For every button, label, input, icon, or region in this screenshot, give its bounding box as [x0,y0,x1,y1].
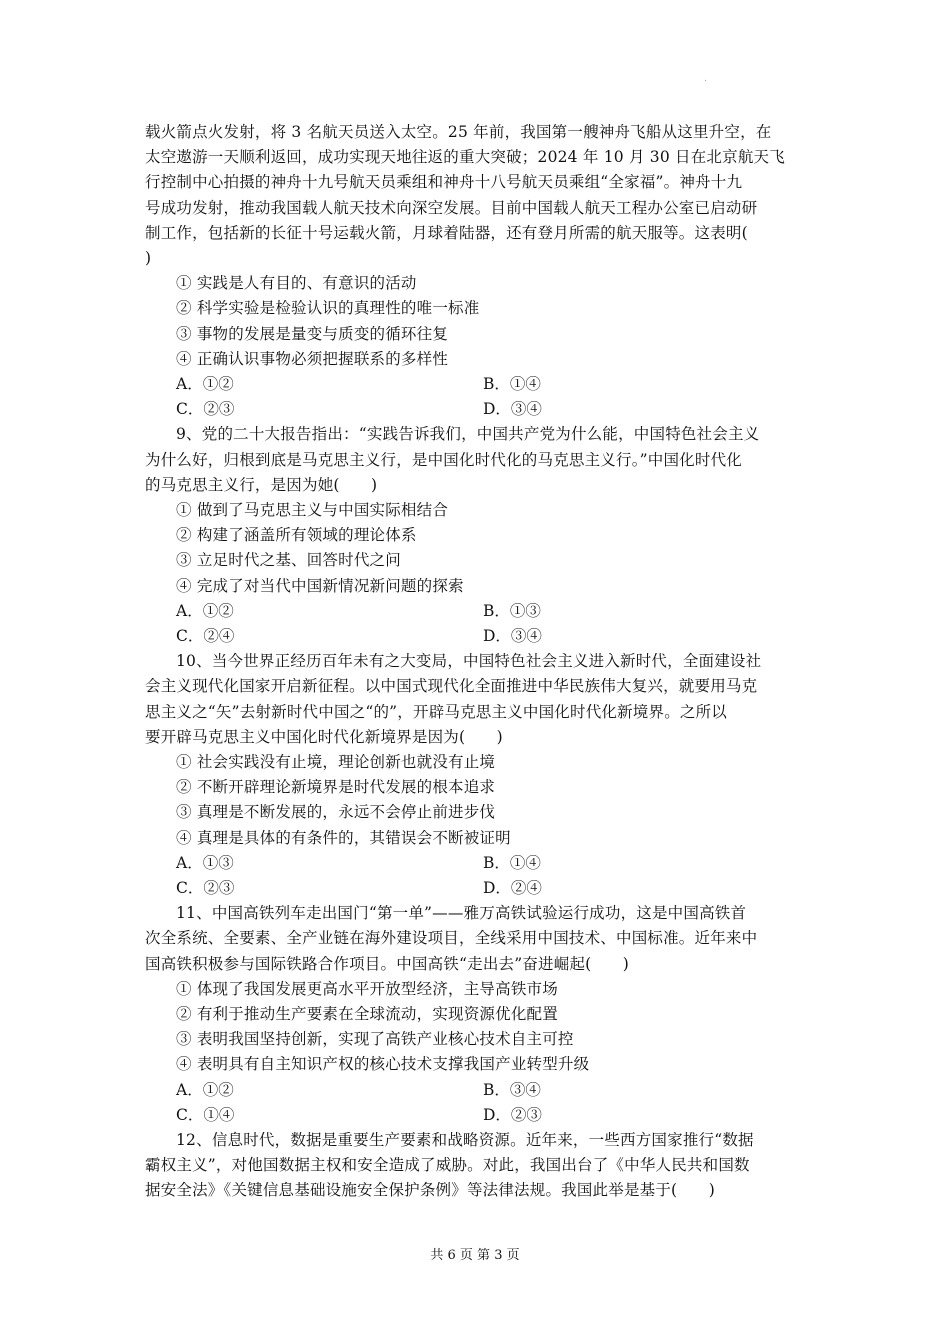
answer-choices-row [145,624,810,649]
choice-b: B．①③ [483,601,541,620]
choice-b: B．③④ [483,1080,541,1099]
answer-choices-row [145,372,810,397]
stem-line: 号成功发射，推动我国载人航天技术向深空发展。目前中国载人航天工程办公室已启动研 [145,198,758,217]
answer-choices-row [145,1078,810,1103]
stem-line: 太空遨游一天顺利返回，成功实现天地往返的重大突破；2024 年 10 月 30 日在北京航天飞 [145,148,785,167]
statement-option: ④ 真理是具体的有条件的，其错误会不断被证明 [176,828,511,847]
stem-line: 思主义之“矢”去射新时代中国之“的”，开辟马克思主义中国化时代化新境界。之所以 [145,702,727,721]
statement-option: ③ 真理是不断发展的，永远不会停止前进步伐 [176,803,496,822]
choice-d: D．③④ [483,627,542,646]
question-10 [145,649,810,901]
statement-option: ① 体现了我国发展更高水平开放型经济，主导高铁市场 [176,979,558,998]
choice-c: C．①④ [176,1105,235,1124]
stem-line: 为什么好，归根到底是马克思主义行，是中国化时代化的马克思主义行。”中国化时代化 [145,450,742,469]
question-9 [145,422,810,649]
choice-d: D．②④ [483,879,542,898]
stem-line: 会主义现代化国家开启新征程。以中国式现代化全面推进中华民族伟大复兴，就要用马克 [145,677,758,696]
stem-line: 霸权主义”，对他国数据主权和安全造成了威胁。对此，我国出台了《中华人民共和国数 [145,1156,750,1175]
choice-c: C．②④ [176,627,235,646]
statement-option: ④ 正确认识事物必须把握联系的多样性 [176,349,449,368]
answer-choices-row [145,876,810,901]
stem-line: 11、中国高铁列车走出国门“第一单”——雅万高铁试验运行成功，这是中国高铁首 [176,904,747,923]
statement-option: ③ 立足时代之基、回答时代之问 [176,551,401,570]
question-12 [145,1128,810,1204]
choice-d: D．③④ [483,400,542,419]
stem-line: 9、党的二十大报告指出：“实践告诉我们，中国共产党为什么能，中国特色社会主义 [176,425,760,444]
question-11-stem [145,901,810,977]
stem-line: 国高铁积极参与国际铁路合作项目。中国高铁“走出去”奋进崛起( ) [145,954,630,973]
answer-choices-row [145,599,810,624]
stem-line: 的马克思主义行，是因为她( ) [145,475,378,494]
statement-option: ① 社会实践没有止境，理论创新也就没有止境 [176,753,496,772]
choice-a: A．①③ [176,853,234,872]
stem-line: 据安全法》《关键信息基础设施安全保护条例》等法律法规。我国此举是基于( ) [145,1181,715,1200]
answer-choices-row [145,851,810,876]
stem-line: 行控制中心拍摄的神舟十九号航天员乘组和神舟十八号航天员乘组“全家福”。神舟十九 [145,173,743,192]
statement-option: ① 做到了马克思主义与中国实际相结合 [176,501,449,520]
question-content [145,120,810,1204]
choice-b: B．①④ [483,375,541,394]
statement-option: ④ 完成了对当代中国新情况新问题的探索 [176,576,464,595]
choice-b: B．①④ [483,853,541,872]
statement-option: ④ 表明具有自主知识产权的核心技术支撑我国产业转型升级 [176,1055,590,1074]
statement-option: ② 有利于推动生产要素在全球流动，实现资源优化配置 [176,1005,558,1024]
page-footer: 共 6 页 第 3 页 [430,1248,520,1263]
stem-line: 次全系统、全要素、全产业链在海外建设项目，全线采用中国技术、中国标准。近年来中 [145,929,758,948]
question-8-continued [145,120,810,422]
statement-option: ② 科学实验是检验认识的真理性的唯一标准 [176,299,480,318]
choice-a: A．①② [176,1080,234,1099]
choice-c: C．②③ [176,400,235,419]
question-12-stem [145,1128,810,1204]
statement-option: ③ 表明我国坚持创新，实现了高铁产业核心技术自主可控 [176,1030,574,1049]
statement-option: ① 实践是人有目的、有意识的活动 [176,274,417,293]
choice-a: A．①② [176,601,234,620]
question-9-stem [145,422,810,498]
stem-line: 要开辟马克思主义中国化时代化新境界是因为( ) [145,727,503,746]
answer-choices-row [145,397,810,422]
stem-line: ) [145,249,152,268]
question-11 [145,901,810,1128]
corner-mark: . [704,74,707,84]
answer-choices-row [145,1103,810,1128]
stem-line: 载火箭点火发射，将 3 名航天员送入太空。25 年前，我国第一艘神舟飞船从这里升空，在 [145,123,772,141]
choice-c: C．②③ [176,879,235,898]
statement-option: ② 不断开辟理论新境界是时代发展的根本追求 [176,778,496,797]
choice-d: D．②③ [483,1105,542,1124]
stem-line: 12、信息时代，数据是重要生产要素和战略资源。近年来，一些西方国家推行“数据 [176,1131,754,1149]
question-8-stem [145,120,810,271]
question-10-stem [145,649,810,750]
statement-option: ② 构建了涵盖所有领域的理论体系 [176,526,417,545]
stem-line: 制工作，包括新的长征十号运载火箭，月球着陆器，还有登月所需的航天服等。这表明( [145,223,748,242]
statement-option: ③ 事物的发展是量变与质变的循环往复 [176,324,449,343]
choice-a: A．①② [176,375,234,394]
stem-line: 10、当今世界正经历百年未有之大变局，中国特色社会主义进入新时代，全面建设社 [176,652,762,671]
